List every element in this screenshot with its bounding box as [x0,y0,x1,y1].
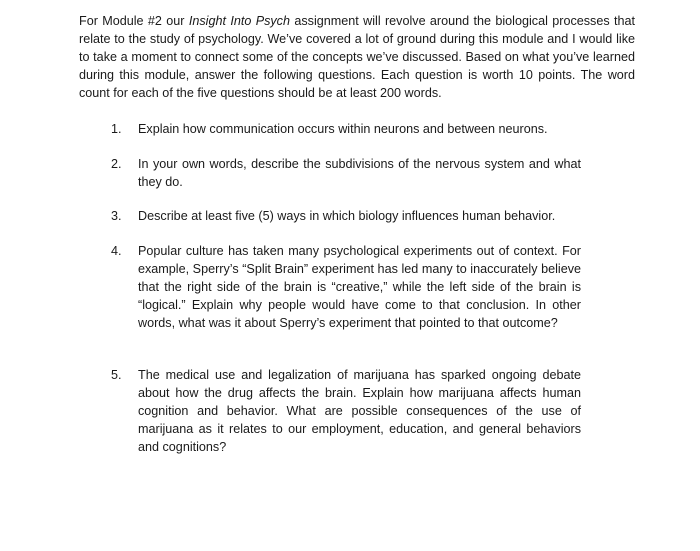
question-item-2 [111,155,581,191]
question-item-3 [111,207,581,225]
question-item-1 [111,120,581,138]
intro-text-start: For Module #2 our [79,14,189,28]
question-number: 4. [111,244,122,258]
question-text: In your own words, describe the subdivisions of the nervous system and what they do. [138,157,581,190]
question-text: Describe at least five (5) ways in which biology influences human behavior. [138,209,556,223]
question-text: Popular culture has taken many psychological experiments out of context. For example, Sperry’s “Split Brain” experiment has led many to inaccurately believe that the right side of the brain is “creative,” while the left side of the brain is “logical.” Explain why people would have come to that conclusion. In other words, what was it about Sperry’s experiment that pointed to that outcome? [138,244,581,331]
intro-paragraph [79,12,635,102]
question-number: 2. [111,157,122,171]
question-text: Explain how communication occurs within neurons and between neurons. [138,122,548,136]
intro-text-rest: assignment will revolve around the biological processes that relate to the study of psychology. We’ve covered a lot of ground during this module and I would like to take a moment to connect some of the concepts we’ve discussed. Based on what you’ve learned during this module, answer the following questions. Each question is worth 10 points. The word count for each of the five questions should be at least 200 words. [79,14,636,101]
question-item-4 [111,242,581,332]
question-text: The medical use and legalization of marijuana has sparked ongoing debate about how the drug affects the brain. Explain how marijuana affects human cognition and behavior. What are possible consequences of the use of marijuana as it relates to our employment, education, and general behaviors and cognitions? [138,368,581,455]
assignment-title: Insight Into Psych [188,14,290,28]
question-number: 3. [111,209,122,223]
question-number: 5. [111,368,122,382]
question-number: 1. [111,122,122,136]
question-item-5 [111,366,581,456]
